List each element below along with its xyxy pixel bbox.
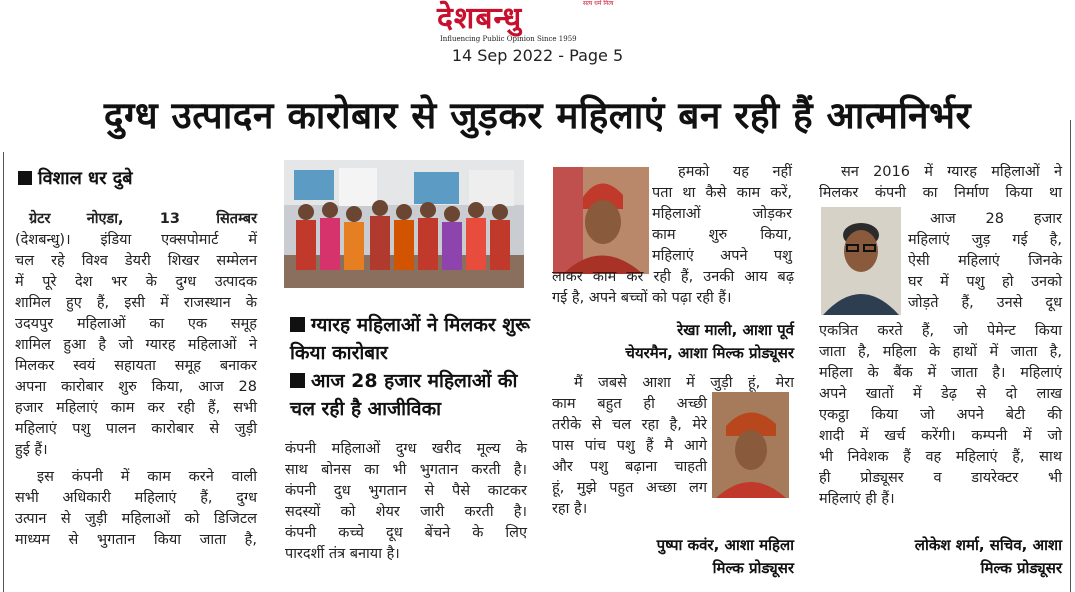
quote1-bottom [552, 267, 794, 309]
text-line: ऐसी महिलाएं जिनके [908, 253, 1062, 269]
text-line: मिलकर स्वयं सहायता समूह बनाकर [15, 358, 257, 374]
article-col1 [15, 209, 257, 551]
col4-top [819, 162, 1062, 204]
text-line: हूं, मुझे पहुत अच्छा लग [552, 480, 707, 496]
text-line: काम बहुत ही अच्छी [552, 396, 707, 412]
text-line: आज 28 हजार [930, 211, 1062, 227]
text-line: जोड़ते हैं, उनसे दूध [908, 295, 1062, 311]
sig-title: मिल्क प्रोड्यूसर [980, 559, 1062, 577]
frame-left [3, 152, 4, 592]
text-line: सन 2016 में ग्यारह महिलाओं ने [841, 164, 1062, 180]
article-col2 [285, 439, 527, 565]
quote2-wrap [552, 394, 707, 520]
quote2-top [552, 373, 794, 394]
text-line: शादी में खर्च करेंगी। कम्पनी में जो [819, 428, 1062, 444]
byline [18, 166, 133, 190]
frame-right [1070, 120, 1071, 592]
text-line: महिलाएं अपने पशु [652, 248, 792, 264]
text-line: लाकर काम कर रही हैं, उनकी आय बढ़ [552, 269, 794, 285]
sig-name: पुष्पा कवंर, आशा महिला [656, 536, 794, 554]
text-line: माध्यम से भुगतान किया जाता है, [15, 532, 257, 548]
text-line: इस कंपनी में काम करने वाली [37, 469, 257, 485]
portrait-pushpa [712, 392, 789, 498]
text-line: कंपनी कच्चे दूध बेंचने के लिए [285, 525, 527, 541]
text-line: घर में पशु हो उनको [908, 274, 1062, 290]
text-line: चल रहे विश्व डेयरी शिखर सम्मेलन [15, 253, 257, 269]
date-page: 14 Sep 2022 - Page 5 [451, 46, 624, 65]
sig-title: मिल्क प्रोड्यूसर [712, 559, 794, 577]
text-line: पास पांच पशु हैं मै आगे [552, 438, 707, 454]
text-line: भी निवेशक हैं वह महिलाएं हैं, साथ [819, 449, 1062, 465]
text-line: महिलाएं पशु पालन कारोबार से जुड़ी [15, 421, 257, 437]
page-headline: दुग्ध उत्पादन कारोबार से जुड़कर महिलाएं बन रही हैं आत्मनिर्भर [103, 94, 972, 137]
signature-rekha [552, 319, 794, 365]
sig-name: लोकेश शर्मा, सचिव, आशा [914, 536, 1062, 554]
text-line: रहा है। [552, 501, 588, 517]
subhead-2-text: आज 28 हजार महिलाओं की चल रही है आजीविका [290, 370, 518, 420]
text-line: एकट्ठा किया जो अपने बेटी की [819, 407, 1062, 423]
text-line: में पूरे देश भर के दुग्ध उत्पादक [15, 274, 257, 290]
text-line: हजार महिलाएं काम कर रही हैं, सभी [15, 400, 257, 416]
text-line: महिला के बैंक में जाता है। महिलाएं [819, 365, 1062, 381]
text-line: सदस्यों को शेयर जारी करती है। [285, 504, 527, 520]
col4-wrap [908, 209, 1062, 314]
newspaper-logo: देशबन्धु [437, 1, 523, 36]
signature-lokesh [819, 534, 1062, 580]
signature-pushpa [552, 534, 794, 580]
square-bullet-icon [290, 373, 305, 388]
logo-motto: सत्य धर्म नित्य [583, 0, 614, 7]
text-line: पारदर्शी तंत्र बनाया है। [285, 546, 400, 562]
quote1-wrap [652, 162, 792, 267]
group-photo [284, 160, 524, 288]
text-line: कंपनी दुध भुगतान से पैसे काटकर [285, 483, 527, 499]
text-line: हमको यह नहीं [678, 164, 792, 180]
text-line: और पशु बढ़ाना चाहती [552, 459, 707, 475]
text-line: जाता है, महिला के हाथों में जाता है, [819, 344, 1062, 360]
text-line: शामिल हुए हैं, इसी में राजस्थान के [15, 295, 257, 311]
sig-name: रेखा माली, आशा पूर्व [677, 321, 794, 339]
byline-author: विशाल धर दुबे [38, 168, 133, 189]
text-line: (देशबन्धु)। इंडिया एक्सपोमार्ट में [15, 232, 257, 248]
text-line: सभी अधिकारी महिलाएं हैं, दुग्ध [15, 490, 257, 506]
text-line: शामिल हुआ है जो ग्यारह महिलाओं ने [15, 337, 257, 353]
text-line: महिलाएं ही हैं। [819, 491, 895, 507]
text-line: उत्पान से जुड़ी महिलाओं को डिजिटल [15, 511, 257, 527]
text-line: हुई हैं। [15, 442, 48, 458]
text-line: उदयपुर महिलाओं का एक समूह [15, 316, 257, 332]
subhead-1-text: ग्यारह महिलाओं ने मिलकर शुरू किया कारोबार [290, 314, 530, 364]
text-line: अपने खातों में डेढ़ से दो लाख [819, 386, 1062, 402]
sig-title: चेयरमैन, आशा मिल्क प्रोड्यूसर [625, 344, 794, 362]
text-line: ग्रेटर नोएडा, 13 सितम्बर [29, 211, 257, 227]
text-line: महिलाएं जुड़ गई है, [908, 232, 1062, 248]
subhead-1 [290, 311, 530, 367]
text-line: पता था कैसे काम करें, [652, 185, 792, 201]
tagline: Influencing Public Opinion Since 1959 [440, 35, 577, 43]
square-bullet-icon [18, 171, 32, 185]
square-bullet-icon [290, 317, 305, 332]
text-line: ही प्रोड्यूसर व डायरेक्टर भी [819, 470, 1062, 486]
text-line: महिलाओं जोड़कर [652, 206, 792, 222]
text-line: गई है, अपने बच्चों को पढ़ा रही हैं। [552, 290, 732, 306]
portrait-lokesh [821, 207, 901, 315]
text-line: मिलकर कंपनी का निर्माण किया था [819, 185, 1062, 201]
text-line: एकत्रित करते हैं, जो पेमेन्ट किया [819, 323, 1062, 339]
text-line: अपना कारोबार शुरु किया, आज 28 [15, 379, 257, 395]
text-line: कंपनी महिलाओं दुग्ध खरीद मूल्य के [285, 441, 527, 457]
text-line: मैं जबसे आशा में जुड़ी हूं, मेरा [574, 375, 794, 391]
col4-bottom [819, 321, 1062, 510]
portrait-rekha [553, 167, 649, 274]
subhead-2 [290, 367, 530, 423]
text-line: तरीके से चल रहा है, मेरे [552, 417, 707, 433]
text-line: साथ बोनस का भी भुगतान करती है। [285, 462, 527, 478]
text-line: काम शुरु किया, [652, 227, 792, 243]
